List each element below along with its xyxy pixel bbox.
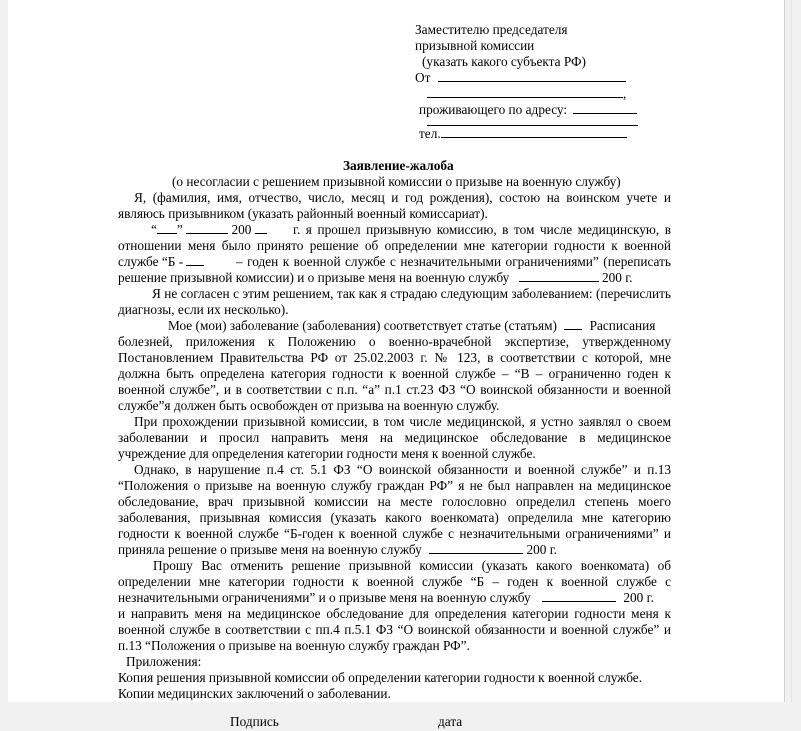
p3-line2: болезней, приложения к Положению о военно-врачебной экспертизе, утвержденному: [118, 334, 671, 349]
p5-line3: обследование, врач призывной комиссии на месте голословно определил степень моего: [118, 494, 671, 509]
document-page: [8, 0, 785, 729]
p5-line5: годности к военной службе “Б-годен к военной службе с незначительными ограничениями” и: [118, 526, 671, 541]
comma: ,: [623, 86, 627, 101]
header-phone: [419, 126, 627, 143]
day-blank: [157, 222, 177, 234]
p6-line1: Прошу Вас отменить решение призывной комиссии (указать какого военкомата) об: [153, 558, 671, 573]
header-from-line2: [427, 86, 626, 103]
p5-line6: приняла решение о призыве меня на военную службу 200 г.: [118, 542, 557, 557]
p2-line2: диагнозы, если их несколько).: [118, 302, 289, 317]
address-label: проживающего по адресу:: [419, 102, 568, 117]
p4-line3: учреждение для определения категории годности меня к военной службе.: [118, 446, 536, 461]
signature-label: Подпись: [230, 714, 279, 729]
header-line3: (указать какого субъекта РФ): [422, 54, 586, 69]
p3-line5: военной службе”, и в соответствии с п.п. “а” п.1 ст.23 ФЗ “О воинской обязанности и военной: [118, 382, 671, 397]
year-blank: [255, 222, 267, 234]
from-blank-2: [427, 86, 623, 98]
p1-line2: отношении меня было принято решение об определении мне категории годности к военной: [118, 238, 671, 253]
p6-line6: п.13 “Положения о призыве на военную службу граждан РФ”.: [118, 638, 470, 653]
address-blank: [573, 102, 637, 114]
p6-line5: военной службе в соответствии с пп.4 п.5.1 ФЗ “О воинской обязанности и военной службе” и: [118, 622, 671, 637]
p2-line1: Я не согласен с этим решением, так как я страдаю следующим заболеванием: (перечислить: [152, 286, 671, 301]
p4-line1: При прохождении призывной комиссии, в том числе медицинской, я устно заявлял о своем: [134, 414, 671, 429]
month-blank: [186, 222, 228, 234]
document-subtitle: (о несогласии с решением призывной комиссии о призыве на военную службу): [172, 174, 621, 189]
p1-line3a: службе “Б -: [118, 254, 204, 271]
p6-line3: незначительными ограничениями” и о призыве меня на военную службу 200 г.: [118, 590, 654, 605]
p5-date-blank: [429, 542, 523, 554]
intro-line1: Я, (фамилия, имя, отчество, число, месяц и год рождения), состою на воинском учете и: [134, 190, 671, 205]
header-line1: Заместителю председателя: [415, 22, 568, 37]
p3-line3: Постановлением Правительства РФ от 25.02.2003 г. № 123, в соответствии с которой, мне: [118, 350, 671, 365]
p5-line1: Однако, в нарушение п.4 ст. 5.1 ФЗ “О воинской обязанности и военной службе” и п.13: [134, 462, 671, 477]
p5-line2: “Положения о призыве на военную службу граждан РФ” я не был направлен на медицинское: [118, 478, 671, 493]
attachment-item-2: Копии медицинских заключений о заболевании.: [118, 686, 391, 701]
header-line2: призывной комиссии: [415, 38, 535, 53]
from-blank: [438, 70, 626, 82]
phone-blank: [441, 126, 627, 138]
article-blank: [564, 318, 582, 330]
attachment-item-1: Копия решения призывной комиссии об определении категории годности к военной службе.: [118, 670, 643, 685]
p6-date-blank: [542, 590, 616, 602]
attachments-label: Приложения:: [126, 654, 202, 669]
p3-line6: службе”я должен быть освобожден от призыва на военную службу.: [118, 398, 500, 413]
date-label: дата: [438, 714, 463, 729]
intro-line2: являюсь призывником (указать районный военный комиссариат).: [118, 206, 488, 221]
p3-line1: Мое (мои) заболевание (заболевания) соответствует статье (статьям) Расписания: [168, 318, 656, 333]
category-blank: [186, 254, 204, 266]
p1-line1-rest: г. я прошел призывную комиссию, в том числе медицинскую, в: [293, 222, 671, 237]
p1-line1: “ ” 200: [151, 222, 267, 239]
p6-line2: определении мне категории годности к военной службе “Б – годен к военной службе с: [118, 574, 671, 589]
from-label: От: [415, 70, 431, 85]
p1-line4: решение призывной комиссии) и о призыве меня на военную службу 200 г.: [118, 270, 633, 285]
p1-line3b: – годен к военной службе с незначительными ограничениями” (переписать: [236, 254, 671, 269]
p6-line4: и направить меня на медицинское обследование для определения категории годности меня к: [118, 606, 671, 621]
p4-line2: заболевании и просил направить меня на медицинское обследование в медицинское: [118, 430, 671, 445]
document-title: Заявление-жалоба: [343, 158, 454, 173]
address-blank-2: [427, 114, 638, 126]
header-from: [415, 70, 626, 87]
p5-line4: заболевания, призывная комиссия (указать какого военкомата) определила мне категорию: [118, 510, 671, 525]
phone-label: тел.: [419, 126, 441, 141]
vertical-scrollbar[interactable]: [791, 0, 801, 702]
decision-date-blank: [519, 270, 599, 282]
p3-line4: должна быть определена категория годности к военной службе – “В – ограниченно годен к: [118, 366, 671, 381]
